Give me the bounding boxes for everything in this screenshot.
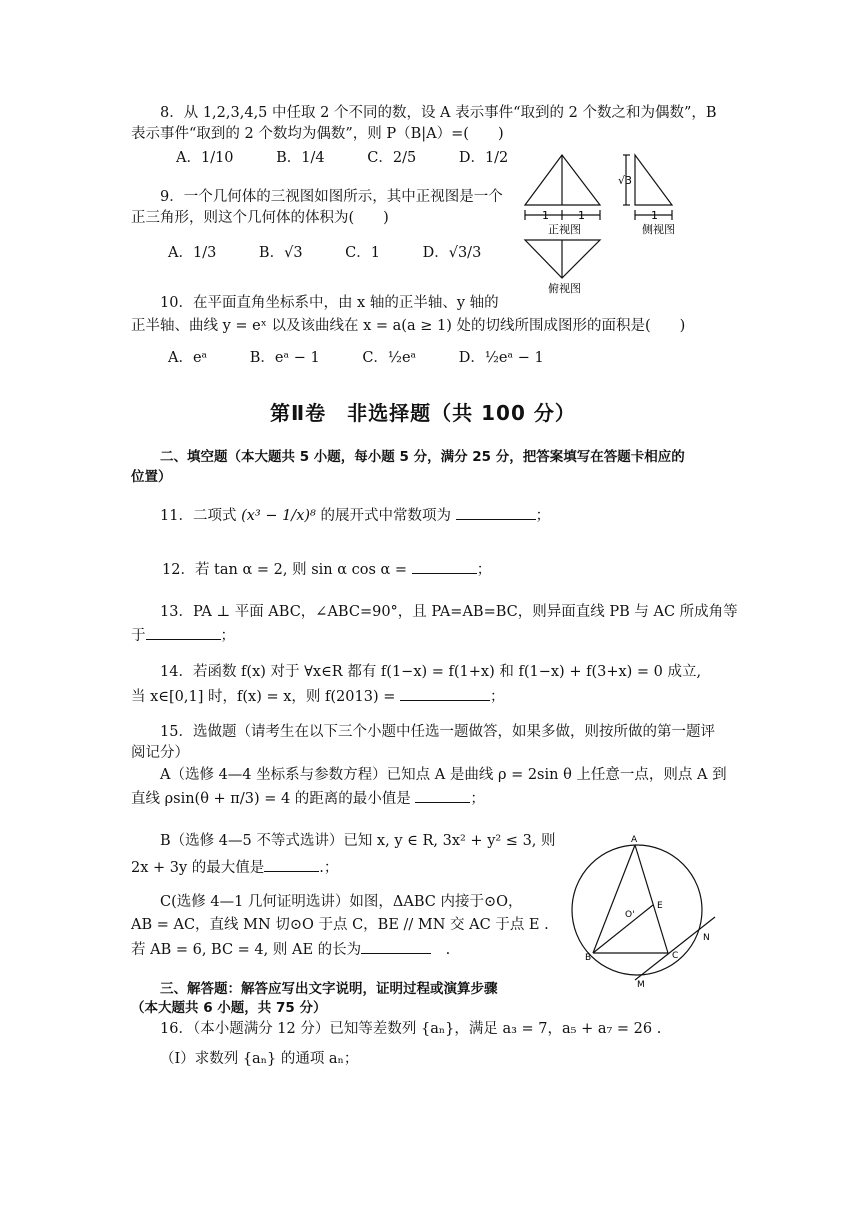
q11-post: 的展开式中常数项为: [320, 508, 451, 524]
q8-options: [176, 149, 546, 169]
q15-a-blank: [415, 788, 470, 803]
q10-option-b: B．eᵃ − 1: [249, 350, 320, 366]
q14-blank: [400, 686, 490, 701]
side-view: [623, 155, 672, 220]
side-view-label: 侧视图: [642, 223, 675, 236]
q15-line2: 阅记分）: [131, 745, 189, 761]
label-e: E: [657, 901, 663, 911]
q10-option-c: C．½eᵃ: [362, 350, 417, 366]
sec3-line1: 三、解答题：解答应写出文字说明，证明过程或演算步骤: [160, 981, 498, 997]
q10-option-d: D．½eᵃ − 1: [458, 350, 544, 366]
part2-title: 第Ⅱ卷 非选择题（共 100 分）: [270, 401, 576, 425]
q9-options: [168, 244, 519, 264]
label-n: N: [703, 933, 710, 943]
q15-a-line1: A（选修 4—4 坐标系与参数方程）已知点 A 是曲线 ρ = 2sin θ 上任意一点，则点 A 到: [160, 767, 727, 783]
q8-line2: 表示事件“取到的 2 个数均为偶数”，则 P（B|A）=( ): [131, 126, 504, 142]
q8-option-a: A．1/10: [176, 150, 234, 166]
q15-line1: 15．选做题（请考生在以下三个小题中任选一题做答，如果多做，则按所做的第一题评: [160, 724, 715, 740]
dim-front-right: 1: [578, 209, 585, 222]
label-c: C: [672, 951, 679, 961]
label-a: A: [631, 835, 638, 845]
q8-option-b: B．1/4: [276, 150, 325, 166]
front-view: [525, 155, 600, 220]
dim-front-left: 1: [542, 209, 549, 222]
q9-option-d: D．√3/3: [422, 245, 482, 261]
q9-line2: 正三角形，则这个几何体的体积为( ): [131, 210, 389, 226]
label-b: B: [585, 953, 592, 963]
q13-line2: 于 ；: [131, 625, 235, 647]
q15-b-line2: 2x + 3y 的最大值是 .；: [131, 857, 338, 879]
top-view-label: 俯视图: [548, 282, 581, 295]
q14-line2-text: 当 x∈[0,1] 时，f(x) = x，则 f(2013) =: [131, 689, 396, 705]
q8-option-c: C．2/5: [367, 150, 417, 166]
q12-text: 12．若 tan α = 2, 则 sin α cos α =: [162, 562, 408, 578]
q11-blank: [456, 505, 536, 520]
sec2-line1: 二、填空题（本大题共 5 小题，每小题 5 分，满分 25 分，把答案填写在答题卡相应的: [160, 449, 685, 465]
q15-a-line2-text: 直线 ρsin(θ + π/3) = 4 的距离的最小值是: [131, 791, 411, 807]
q9-line1: 9．一个几何体的三视图如图所示，其中正视图是一个: [160, 189, 503, 205]
q11-pre: 11．二项式: [160, 508, 237, 524]
q15-c-line2: AB = AC，直线 MN 切⊙O 于点 C，BE // MN 交 AC 于点 E .: [131, 917, 549, 933]
q9-option-c: C．1: [345, 245, 380, 261]
q15-c-line3-text: 若 AB = 6, BC = 4, 则 AE 的长为: [131, 942, 362, 958]
q15-b-line2-text: 2x + 3y 的最大值是: [131, 860, 265, 876]
q15-c-line3: 若 AB = 6, BC = 4, 则 AE 的长为 .: [131, 939, 450, 961]
circle-o: [572, 845, 702, 975]
q15-c-line1: C(选修 4—1 几何证明选讲）如图，ΔABC 内接于⊙O，: [160, 894, 523, 910]
q16-line2: （Ⅰ）求数列 {aₙ} 的通项 aₙ；: [160, 1051, 359, 1067]
q15-a-line2: 直线 ρsin(θ + π/3) = 4 的距离的最小值是 ；: [131, 788, 485, 810]
q15-b-blank: [264, 857, 319, 872]
label-m: M: [637, 980, 645, 990]
q13-line1: 13．PA ⊥ 平面 ABC，∠ABC=90°，且 PA=AB=BC，则异面直线 PB 与 AC 所成角等: [160, 604, 738, 620]
q14-line1: 14．若函数 f(x) 对于 ∀x∈R 都有 f(1−x) = f(1+x) 和 f(1−x) + f(3+x) = 0 成立,: [160, 664, 702, 680]
q10-option-a: A．eᵃ: [168, 350, 208, 366]
front-view-label: 正视图: [548, 223, 581, 236]
sec3-line2: （本大题共 6 小题，共 75 分）: [131, 1000, 327, 1016]
sec2-line2: 位置）: [131, 469, 172, 485]
q8-option-d: D．1/2: [458, 150, 509, 166]
dim-side-bottom: 1: [651, 209, 658, 222]
three-view-figure: [520, 150, 690, 300]
tangent-mn: [635, 917, 715, 980]
q10-line1: 10．在平面直角坐标系中，由 x 轴的正半轴、y 轴的: [160, 295, 499, 311]
q12-blank: [412, 559, 477, 574]
segment-ac: [635, 845, 668, 953]
q10-options: [168, 349, 582, 369]
q11-expr: (x³ − 1/x)⁸: [241, 508, 316, 524]
q12: 12．若 tan α = 2, 则 sin α cos α = ；: [162, 559, 491, 581]
q13-blank: [146, 625, 221, 640]
q10-line2: 正半轴、曲线 y = eˣ 以及该曲线在 x = a(a ≥ 1) 处的切线所围成图形的面积是( ): [131, 318, 686, 334]
q14-line2: 当 x∈[0,1] 时，f(x) = x，则 f(2013) = ；: [131, 686, 504, 708]
dim-side-height: √3: [618, 174, 633, 187]
top-view: [525, 240, 600, 278]
q9-option-a: A．1/3: [168, 245, 217, 261]
q15-b-line1: B（选修 4—5 不等式选讲）已知 x, y ∈ R, 3x² + y² ≤ 3, 则: [160, 833, 556, 849]
circle-geometry-figure: [565, 835, 725, 995]
q13-line2-text: 于: [131, 628, 146, 644]
q15-c-blank: [361, 939, 431, 954]
q9-option-b: B．√3: [258, 245, 303, 261]
q8-line1: 8．从 1,2,3,4,5 中任取 2 个不同的数，设 A 表示事件“取到的 2 个数之和为偶数”，B: [160, 105, 717, 121]
q16-line1: 16．（本小题满分 12 分）已知等差数列 {aₙ}，满足 a₃ = 7，a₅ + a₇ = 26 .: [160, 1021, 662, 1037]
label-o: O': [625, 910, 635, 920]
q11: 11．二项式 (x³ − 1/x)⁸ 的展开式中常数项为 ；: [160, 505, 550, 527]
